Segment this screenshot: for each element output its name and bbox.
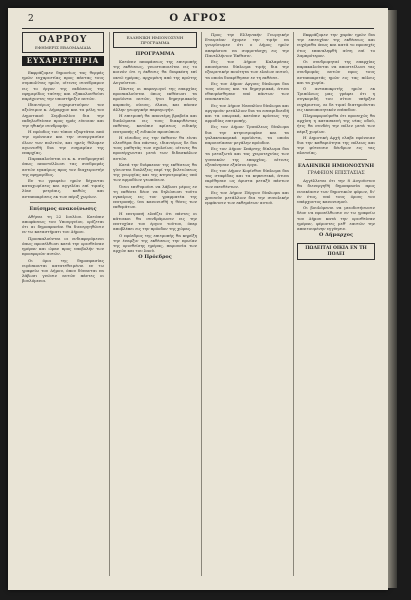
section-divider xyxy=(30,202,96,203)
article-paragraph: Εν τω γραφείω ημών δέχονται καταχωρίσεις και αγγελίαι επί τιμαίς λίαν μετρίαις, καθώς και ανταποκρίσεις εκ των πέριξ χωρίων. xyxy=(22,178,104,199)
article-paragraph: Αγγέλλεται ότι την 8 Αυγούστου θα διενεργηθή δημοπρασία προς ενοικίασιν των δημοτικών φόρων, δι' έν έτος, υπό τους όρους του υπάρχοντος κανονισμού. xyxy=(297,178,375,204)
article-paragraph: Ο ανταποκριτής ημών εκ Τριπόλεως μας γράφει ότι η συγκομιδή του σίτου υπήρξεν ευχάριστος, αι δε τιμαί διατηρούνται εις ικανοποιητικόν επίπεδον. xyxy=(297,86,375,112)
article-paragraph: Ιδιαιτέρως ευχαριστούμεν τον αξιότιμον κ. Δήμαρχον και τα μέλη του Δημοτικού Συμβουλίου δια την εκδηλωθείσαν προς ημάς εύνοιαν και την ηθικήν συνδρομήν. xyxy=(22,102,104,129)
article-paragraph: Πάντες οι παραγωγοί της επαρχίας προσκαλούνται όπως εκθέσωσι τα προϊόντα αυτών, ήτοι δημητριακούς καρπούς, οίνους, έλαια, και πάσαν άλλην γεωργικήν παραγωγήν. xyxy=(113,86,197,112)
article-paragraph: Εις τον Δήμον Καλαμάτας απονέμεται δίπλωμα τιμής δια την εξαιρετικήν ποιότητα των ελαίων αυτού, τα οποία διεκρίθησαν εν τη εκθέσει. xyxy=(205,59,289,80)
article-paragraph: Εις τον Δήμον Κορίνθου δίπλωμα δια τας σταφίδας και τα κηπευτικά, άτινα εκρίθησαν ως άριστα μεταξύ πάντων των εκτεθέντων. xyxy=(205,168,289,189)
newspaper-title: Ο ΑΓΡΟΣ xyxy=(169,13,227,24)
column-rule xyxy=(109,32,110,576)
thanks-banner: ΕΥΧΑΡΙΣΤΗΡΙΑ xyxy=(22,56,104,66)
article-paragraph: Κατά την διάρκειαν της εκθέσεως θα γίνωνται διαλέξεις περί της βελτιώσεως της γεωργίας και της κτηνοτροφίας υπό των αρμοδίων γεωπόνων. xyxy=(113,161,197,183)
advertisement-box: ΠΩΛΕΙΤΑΙ ΟΙΚΙΑ ΕΝ ΤΗ ΠΟΛΕΙ xyxy=(297,243,375,260)
section-title: ΠΡΟΓΡΑΜΜΑ xyxy=(135,51,175,57)
newspaper-page xyxy=(8,8,388,590)
column-rule xyxy=(293,32,294,576)
section-title: Επίσημος ανακοίνωσις xyxy=(29,205,97,212)
masthead-box xyxy=(22,32,104,53)
article-paragraph: Εκφράζομεν δημοσίως τας θερμάς ημών ευχαριστίας προς πάντας τους συμπολίτας ημών, οίτινες συνέδραμον εις το έργον της εκδόσεως της εφημερίδος ταύτης και εξακολουθούσι παρέχοντες την υποστήριξιν αυτών. xyxy=(22,70,104,102)
section-divider xyxy=(305,159,367,160)
masthead-title: ΟΑΡΡΟΥ xyxy=(38,35,88,45)
article-paragraph: Εις τον Δήμον Αργους δίπλωμα δια τους οίνους και τα δημητριακά, άτινα εθαυμάσθησαν υπό πάντων των επισκεπτών. xyxy=(205,80,289,102)
article-paragraph: Εκφράζομεν την χαράν ημών δια την επιτυχίαν της εκθέσεως και ευχόμεθα όπως και κατά το προσεχές έτος επαναληφθή αύτη επί το λαμπρότερον. xyxy=(297,32,375,58)
signature-line: Ο Πρόεδρος xyxy=(138,254,172,261)
header-rule xyxy=(22,28,374,29)
column-rule xyxy=(201,32,202,576)
article-paragraph: Εις τον Δήμον Ναυπλίου δίπλωμα και αργυρούν μετάλλιον δια τα εσπεριδοειδή και τα οπωρικά, κατόπιν κρίσεως της αρμοδίας επιτροπής. xyxy=(205,102,289,124)
article-paragraph: Η Δημοτική Αρχή ελαβε πρόνοιαν δια την καθαριότητα της πόλεως και την φύτευσιν δένδρων εις τας πλατείας. xyxy=(297,134,375,156)
masthead-subtitle: ΕΦΗΜΕΡΙΣ ΕΒΔΟΜΑΔΙΑΙΑ xyxy=(35,45,91,50)
page-edge xyxy=(388,10,397,588)
column-4 xyxy=(297,32,375,576)
article-paragraph: Εις τον Δήμον Τριπόλεως δίπλωμα δια την κτηνοτροφίαν και τα γαλακτοκομικά προϊόντα, τα οποία παρουσίασαν μεγάλην πρόοδον. xyxy=(205,124,289,146)
article-paragraph: Η επιτροπή θα απονείμη βραβεία και διπλώματα εις τους διακριθέντας εκθέτας, κατόπιν κρίσεως ειδικής επιτροπής εξ ειδικών προσώπων. xyxy=(113,113,197,134)
article-paragraph: Οι συνδρομηταί της επαρχίας παρακαλούνται να αποστείλωσι τας συνδρομάς αυτών προς τους ανταποκριτάς ημών εις τας πόλεις και τα χωρία. xyxy=(297,59,375,85)
section-subtitle: ΓΡΑΦΕΙΟΝ ΕΠΙΣΤΑΣΙΑΣ xyxy=(307,170,365,176)
column-3 xyxy=(205,32,289,576)
section-title: ΕΛΛΗΝΙΚΗ ΗΜΙΟΝΟΣΥΝΗ xyxy=(297,162,375,169)
column-1 xyxy=(22,32,104,576)
article-paragraph: Όσοι επιθυμούσι να λάβωσι μέρος εν τη εκθέσει δέον να δηλώσωσι τούτο εγκαίρως εις τον γραμματέα της επιτροπής, ίνα κανονισθή η θέσις των εκθεμάτων. xyxy=(113,183,197,210)
article-paragraph: Εις τον Δήμον Σπάρτης δίπλωμα δια τα μεταξωτά και τας χειροτεχνίας των γυναικών της επαρχίας, αίτινες εξεπόνησαν εξαίσια έργα. xyxy=(205,146,289,167)
article-paragraph: Αθήναι τη 22 Ιουλίου. Κατόπιν αποφάσεως του Υπουργείου, ορίζεται ότι αι δημοπρασίαι θα διενεργηθώσιν εν τω καταστήματι του Δήμου. xyxy=(22,213,104,235)
page-number: 2 xyxy=(28,14,34,24)
notice-header-box: ΕΛΛΗΝΙΚΗ ΗΜΙΟΝΟΣΥΝΗ ΠΡΟΓΡΑΜΜΑ xyxy=(113,32,197,48)
article-paragraph: Η επιτροπή ελπίζει ότι πάντες οι κάτοικοι θα συνδράμωσιν εις την επιτυχίαν του έργου τούτου, όπερ αποβλέπει εις την πρόοδον της χώρας. xyxy=(113,210,197,232)
article-paragraph: Οι βουλόμενοι να μειοδοτήσωσιν δέον να προσέλθωσιν εν τω γραφείω του Δήμου κατά την ορισθείσαν ημέραν, φέροντες μεθ' εαυτών την απαιτουμένην εγγύησιν. xyxy=(297,205,375,231)
article-paragraph: Προς την Ελληνικήν Γεωργικήν Εταιρείαν έχομεν την τιμήν να γνωρίσωμεν ότι ο Δήμος ημών απεφάσισε να συμμετάσχη εις την Πανελλήνιον Έκθεσιν. xyxy=(205,32,289,58)
article-paragraph: Εις τον Δήμον Πύργου δίπλωμα και χρυσούν μετάλλιον δια την συνολικήν εμφάνισιν των εκθεμάτων αυτού. xyxy=(205,189,289,206)
article-paragraph: Πληροφορούμεθα ότι προσεχώς θα αρχίση η κατασκευή της νέας οδού, ήτις θα συνδέη την πόλιν μετά των πέριξ χωρίων. xyxy=(297,113,375,134)
article-paragraph: Οι όροι της δημοπρασίας ευρίσκονται κατατεθειμένοι εν τω γραφείω του Δήμου, όπου δύνανται να λάβωσι γνώσιν αυτών πάντες οι βουλόμενοι. xyxy=(22,257,104,284)
article-paragraph: Ο πρόεδρος της επιτροπής θα κηρύξη την έναρξιν της εκθέσεως την πρωίαν της ορισθείσης ημέρας, παρουσία των αρχών και του λαού. xyxy=(113,232,197,254)
article-paragraph: Κατόπιν αποφάσεως της επιτροπής της εκθέσεως, γνωστοποιείται εις το κοινόν ότι η έκθεσις θα διαρκέση επί οκτώ ημέρας, αρχομένη από της πρώτης Αυγούστου. xyxy=(113,59,197,85)
article-paragraph: Προσκαλούνται οι ενδιαφερόμενοι όπως προσέλθωσι κατά την ορισθείσαν ημέραν και ώραν προς υποβολήν των προσφορών αυτών. xyxy=(22,235,104,257)
column-2 xyxy=(113,32,197,576)
signature-line: Ο Δήμαρχος xyxy=(318,232,354,239)
article-paragraph: Παρακαλούνται οι κ. κ. συνδρομηταί όπως αποστέλλωσι τας συνδρομάς αυτών εγκαίρως προς τον διαχειριστήν της εφημερίδος. xyxy=(22,156,104,177)
article-paragraph: Η πρόοδος του τόπου εξαρτάται από την ομόνοιαν και την συνεργασίαν όλων των πολιτών, και ημείς θέλομεν αγωνισθή δια την ευημερίαν της επαρχίας. xyxy=(22,129,104,156)
article-paragraph: Η είσοδος εις την έκθεσιν θα είναι ελευθέρα δια πάντας, ιδιαιτέρως δε δια τους μαθητάς των σχολείων, οίτινες θα προσέρχωνται μετά των διδασκάλων αυτών. xyxy=(113,134,197,161)
